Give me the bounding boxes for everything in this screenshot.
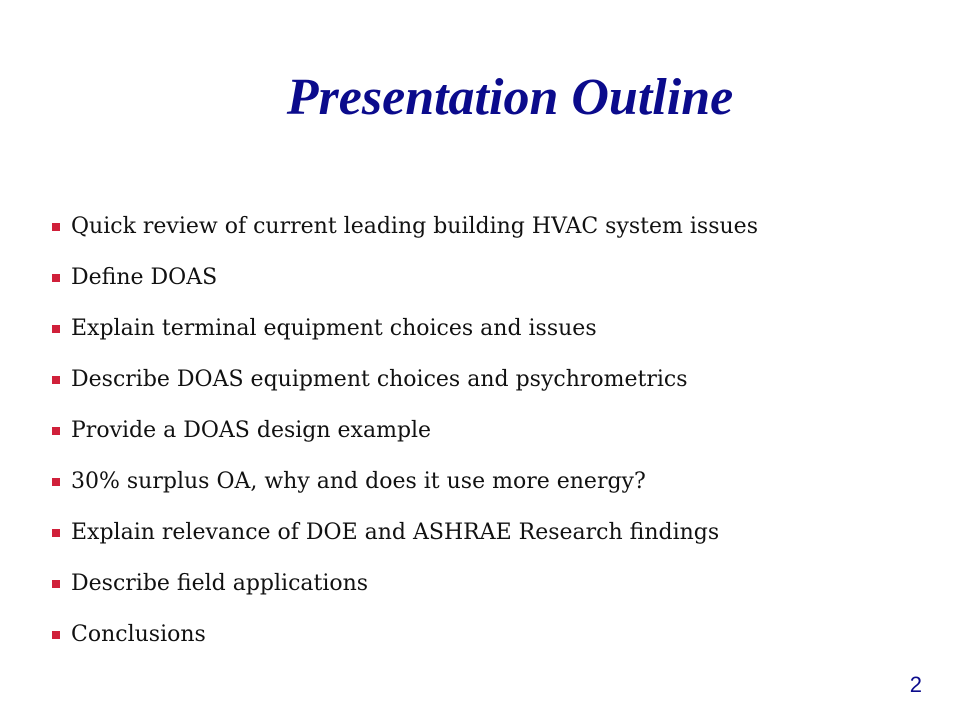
square-bullet-icon xyxy=(52,580,60,588)
bullet-item xyxy=(48,405,758,456)
bullet-item xyxy=(48,609,758,660)
bullet-item xyxy=(48,354,758,405)
square-bullet-icon xyxy=(52,325,60,333)
bullet-text: Provide a DOAS design example xyxy=(71,418,432,443)
square-bullet-icon xyxy=(52,529,60,537)
bullet-text: Explain terminal equipment choices and issues xyxy=(71,316,597,341)
bullet-text: Conclusions xyxy=(71,622,206,647)
bullet-text: Describe field applications xyxy=(71,571,369,596)
slide-title: Presentation Outline xyxy=(286,69,734,126)
square-bullet-icon xyxy=(52,478,60,486)
square-bullet-icon xyxy=(52,631,60,639)
bullet-item xyxy=(48,201,758,252)
square-bullet-icon xyxy=(52,223,60,231)
bullet-text: 30% surplus OA, why and does it use more energy? xyxy=(71,469,646,494)
square-bullet-icon xyxy=(52,274,60,282)
square-bullet-icon xyxy=(52,376,60,384)
bullet-item xyxy=(48,456,758,507)
page-number: 2 xyxy=(909,672,922,697)
bullet-list xyxy=(48,201,758,660)
bullet-text: Describe DOAS equipment choices and psychrometrics xyxy=(71,367,688,392)
square-bullet-icon xyxy=(52,427,60,435)
bullet-text: Define DOAS xyxy=(71,265,218,290)
bullet-item xyxy=(48,558,758,609)
bullet-item xyxy=(48,507,758,558)
bullet-item xyxy=(48,252,758,303)
bullet-text: Explain relevance of DOE and ASHRAE Research findings xyxy=(71,520,720,545)
bullet-item xyxy=(48,303,758,354)
bullet-text: Quick review of current leading building HVAC system issues xyxy=(71,214,758,239)
